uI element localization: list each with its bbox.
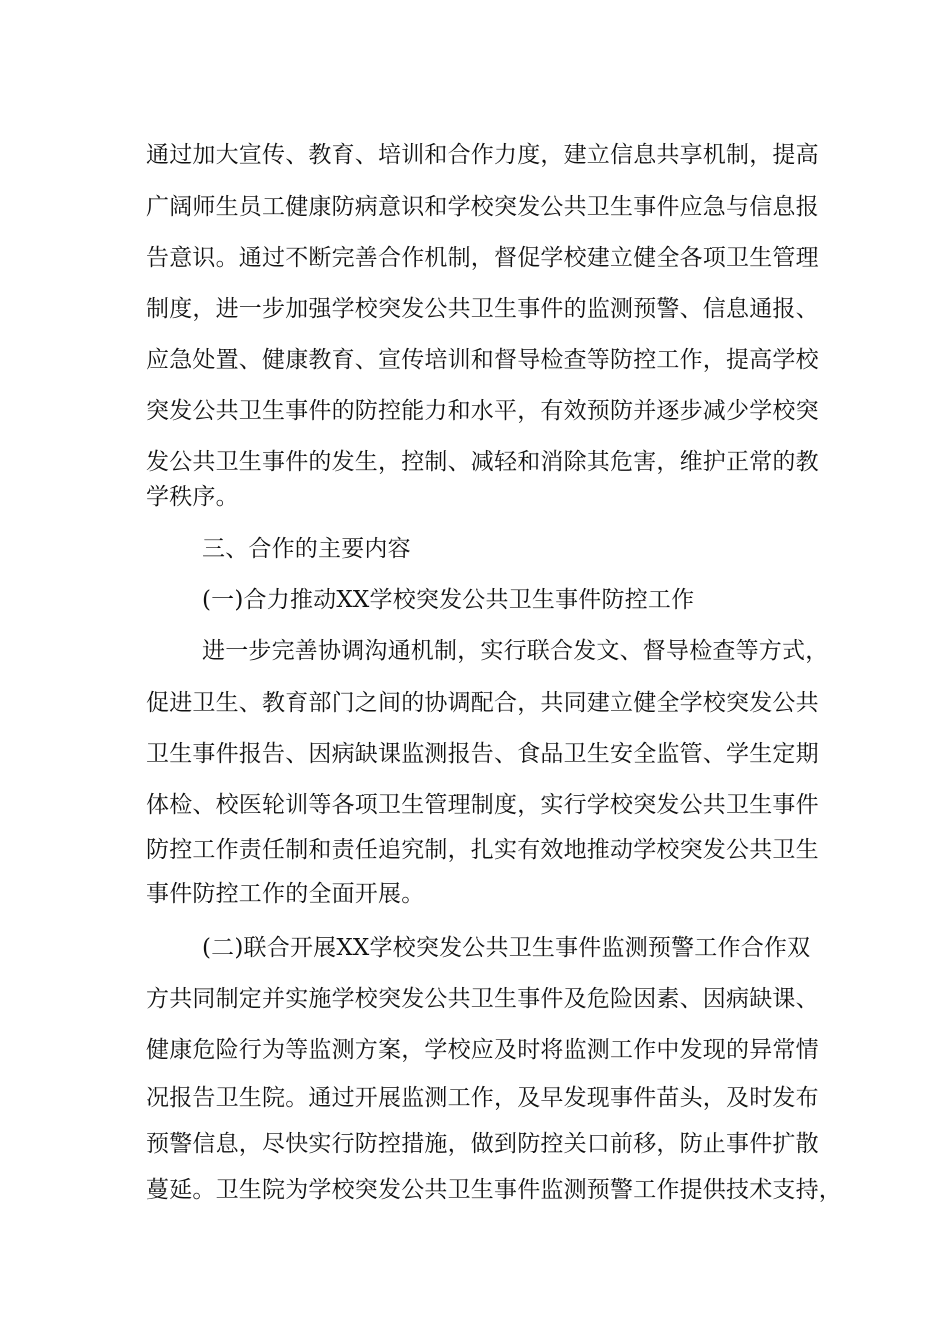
body-line: 卫生事件报告、因病缺课监测报告、食品卫生安全监管、学生定期 <box>146 741 819 767</box>
body-line: 通过加大宣传、教育、培训和合作力度，建立信息共享机制，提高 <box>146 142 819 168</box>
body-line: 健康危险行为等监测方案，学校应及时将监测工作中发现的异常情 <box>146 1037 819 1063</box>
body-line: 应急处置、健康教育、宣传培训和督导检查等防控工作，提高学校 <box>146 347 819 373</box>
body-line: 发公共卫生事件的发生，控制、减轻和消除其危害，维护正常的教 <box>146 449 819 475</box>
body-line: 学秩序。 <box>146 484 239 510</box>
body-line: 广阔师生员工健康防病意识和学校突发公共卫生事件应急与信息报 <box>146 194 819 220</box>
body-line: 体检、校医轮训等各项卫生管理制度，实行学校突发公共卫生事件 <box>146 792 819 818</box>
body-line: 蔓延。卫生院为学校突发公共卫生事件监测预警工作提供技术支持， <box>146 1177 842 1203</box>
body-line: 制度，进一步加强学校突发公共卫生事件的监测预警、信息通报、 <box>146 296 819 322</box>
body-line: 突发公共卫生事件的防控能力和水平，有效预防并逐步减少学校突 <box>146 398 819 424</box>
body-line: 方共同制定并实施学校突发公共卫生事件及危险因素、因病缺课、 <box>146 986 819 1012</box>
body-line: 预警信息，尽快实行防控措施，做到防控关口前移，防止事件扩散 <box>146 1131 819 1157</box>
body-line: 告意识。通过不断完善合作机制，督促学校建立健全各项卫生管理 <box>146 245 819 271</box>
body-line: 进一步完善协调沟通机制，实行联合发文、督导检查等方式， <box>202 638 829 664</box>
body-line: 促进卫生、教育部门之间的协调配合，共同建立健全学校突发公共 <box>146 690 819 716</box>
body-line: 况报告卫生院。通过开展监测工作，及早发现事件苗头，及时发布 <box>146 1085 819 1111</box>
body-line: 防控工作责任制和责任追究制，扎实有效地推动学校突发公共卫生 <box>146 837 819 863</box>
subsection-heading: (二)联合开展XX学校突发公共卫生事件监测预警工作合作双 <box>202 935 811 961</box>
subsection-heading: (一)合力推动XX学校突发公共卫生事件防控工作 <box>202 587 695 613</box>
section-heading: 三、合作的主要内容 <box>202 536 411 562</box>
body-line: 事件防控工作的全面开展。 <box>146 881 425 907</box>
